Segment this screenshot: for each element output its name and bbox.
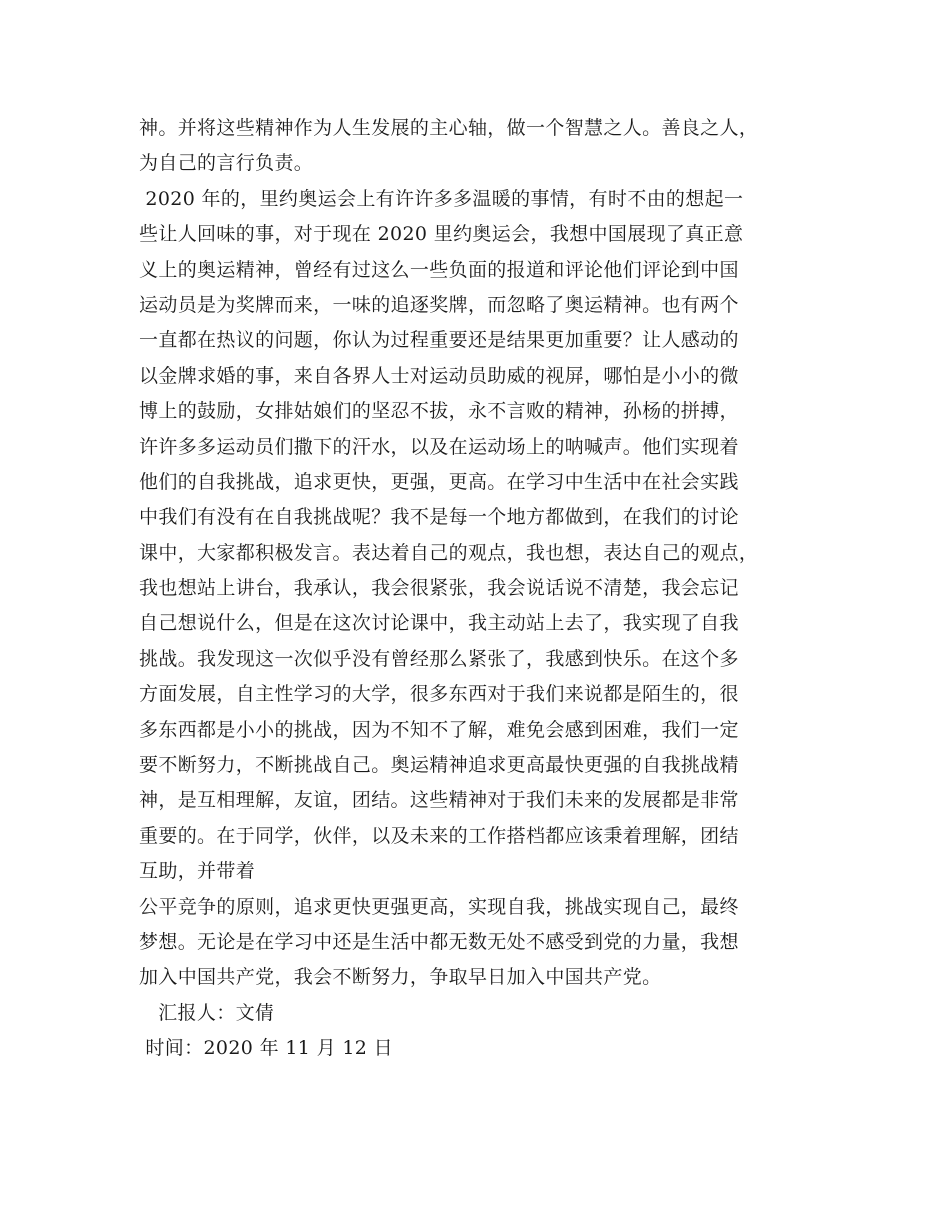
body-line-12: 中我们有没有在自我挑战呢？我不是每一个地方都做到，在我们的讨论 <box>139 506 739 529</box>
body-line-2: 为自己的言行负责。 <box>139 152 314 175</box>
body-line-23: 公平竞争的原则，追求更快更强更高，实现自我，挑战实现自己，最终 <box>139 895 739 918</box>
reporter-line: 汇报人：文倩 <box>139 1001 275 1024</box>
body-line-22: 互助，并带着 <box>139 860 256 883</box>
body-line-14: 我也想站上讲台，我承认，我会很紧张，我会说话说不清楚，我会忘记 <box>139 577 739 600</box>
body-line-7: 一直都在热议的问题，你认为过程重要还是结果更加重要？让人感动的 <box>139 329 739 352</box>
body-line-21: 重要的。在于同学，伙伴，以及未来的工作搭档都应该秉着理解，团结 <box>139 824 739 847</box>
body-line-8: 以金牌求婚的事，来自各界人士对运动员助威的视屏，哪怕是小小的微 <box>139 364 739 387</box>
body-line-5: 义上的奥运精神，曾经有过这么一些负面的报道和评论他们评论到中国 <box>139 258 739 281</box>
body-line-20: 神，是互相理解，友谊，团结。这些精神对于我们未来的发展都是非常 <box>139 789 739 812</box>
body-line-4: 些让人回味的事，对于现在 2020 里约奥运会，我想中国展现了真正意 <box>139 223 744 246</box>
date-line: 时间：2020 年 11 月 12 日 <box>139 1037 393 1060</box>
body-line-6: 运动员是为奖牌而来，一味的追逐奖牌，而忽略了奥运精神。也有两个 <box>139 293 739 316</box>
body-line-25: 加入中国共产党，我会不断努力，争取早日加入中国共产党。 <box>139 966 662 989</box>
body-line-3: 2020 年的，里约奥运会上有许许多多温暖的事情，有时不由的想起一 <box>139 187 744 210</box>
body-line-17: 方面发展，自主性学习的大学，很多东西对于我们来说都是陌生的，很 <box>139 683 739 706</box>
body-line-9: 博上的鼓励，女排姑娘们的坚忍不拔，永不言败的精神，孙杨的拼搏， <box>139 400 739 423</box>
body-line-19: 要不断努力，不断挑战自己。奥运精神追求更高最快更强的自我挑战精 <box>139 754 739 777</box>
body-line-10: 许许多多运动员们撒下的汗水，以及在运动场上的呐喊声。他们实现着 <box>139 435 739 458</box>
body-line-13: 课中，大家都积极发言。表达着自己的观点，我也想，表达自己的观点， <box>139 541 759 564</box>
body-line-11: 他们的自我挑战，追求更快，更强，更高。在学习中生活中在社会实践 <box>139 470 739 493</box>
body-line-18: 多东西都是小小的挑战，因为不知不了解，难免会感到困难，我们一定 <box>139 718 739 741</box>
document-body <box>139 111 839 1067</box>
body-line-1: 神。并将这些精神作为人生发展的主心轴，做一个智慧之人。善良之人， <box>139 117 759 139</box>
body-line-16: 挑战。我发现这一次似乎没有曾经那么紧张了，我感到快乐。在这个多 <box>139 647 739 670</box>
body-line-24: 梦想。无论是在学习中还是生活中都无数无处不感受到党的力量，我想 <box>139 930 739 953</box>
body-line-15: 自己想说什么，但是在这次讨论课中，我主动站上去了，我实现了自我 <box>139 612 739 635</box>
